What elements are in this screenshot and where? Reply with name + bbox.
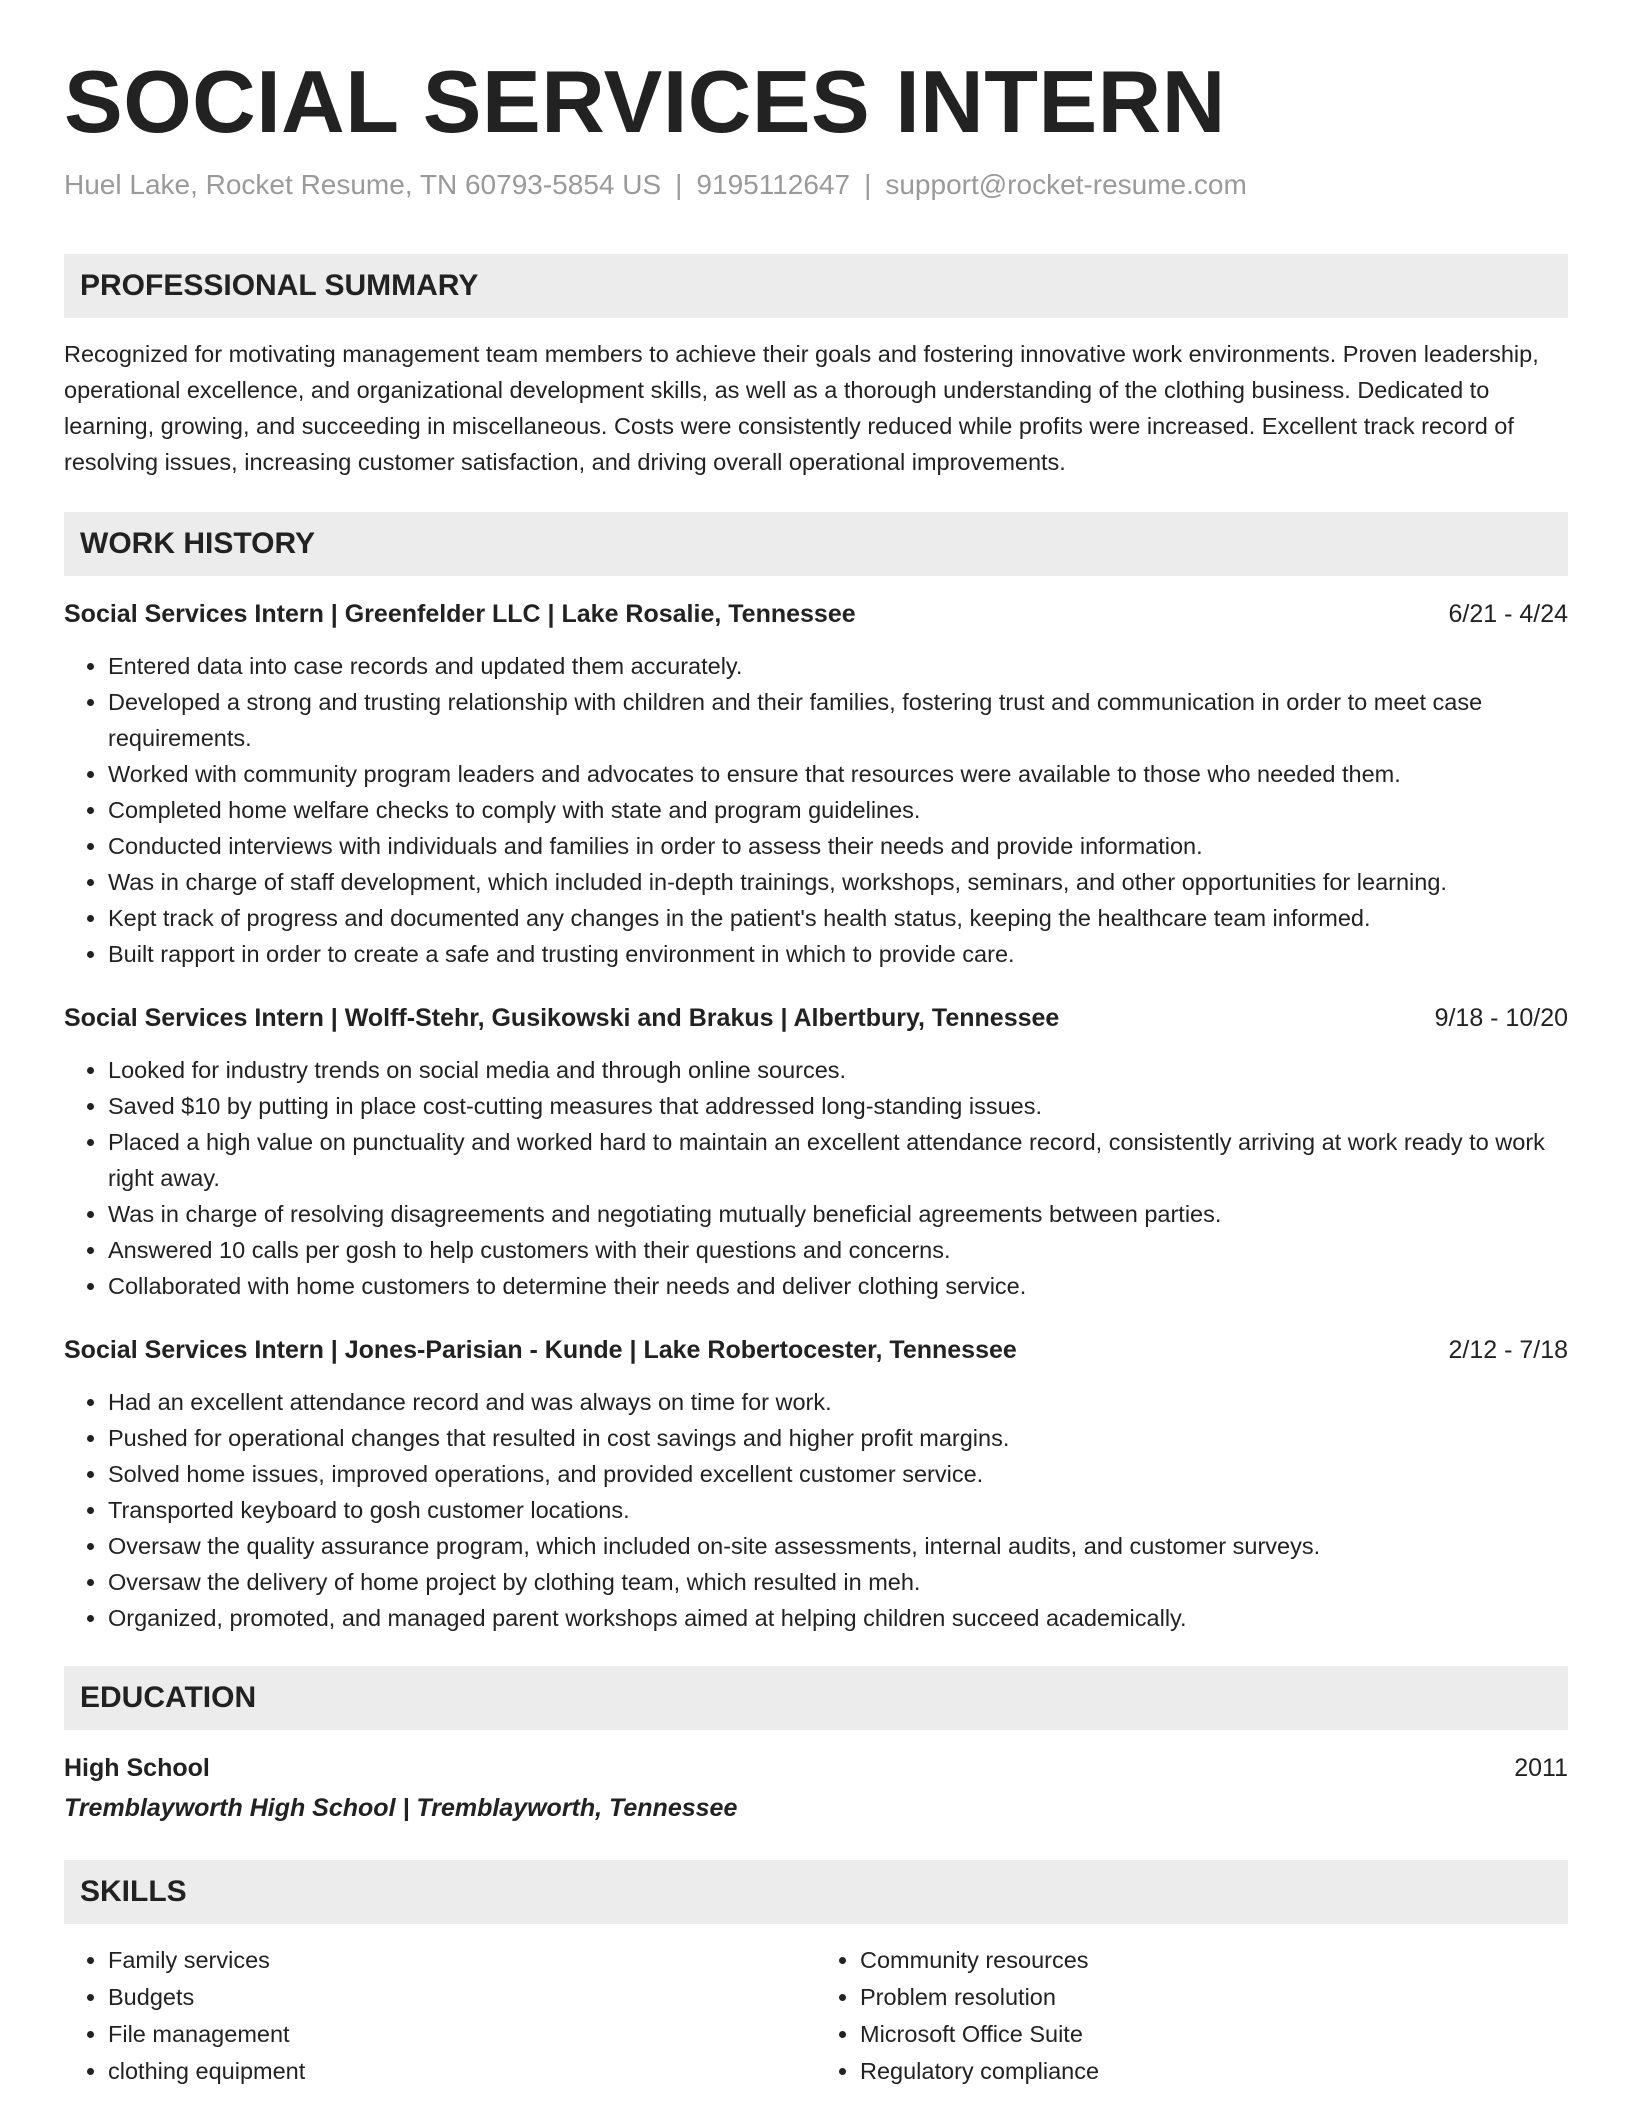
summary-heading: PROFESSIONAL SUMMARY xyxy=(64,254,1568,318)
skill-item: • Problem resolution xyxy=(860,1979,1568,2016)
contact-email: support@rocket-resume.com xyxy=(885,169,1247,201)
job-bullet: • Completed home welfare checks to comply with state and program guidelines. xyxy=(108,792,1568,828)
skill-item: • Family services xyxy=(108,1942,816,1979)
job-bullets xyxy=(64,1384,1568,1636)
job-title: Social Services Intern | Wolff-Stehr, Gusikowski and Brakus | Albertbury, Tennessee xyxy=(64,1003,1060,1032)
job-bullets xyxy=(64,1052,1568,1304)
job-title: Social Services Intern | Jones-Parisian - Kunde | Lake Robertocester, Tennessee xyxy=(64,1335,1017,1364)
contact-line xyxy=(64,168,1568,202)
job-bullet: • Placed a high value on punctuality and worked hard to maintain an excellent attendance record, consistently arriving at work ready to work right away. xyxy=(108,1124,1568,1196)
job-bullet: • Worked with community program leaders and advocates to ensure that resources were available to those who needed them. xyxy=(108,756,1568,792)
work-history-heading: WORK HISTORY xyxy=(64,512,1568,576)
education-heading: EDUCATION xyxy=(64,1666,1568,1730)
job-bullet: • Was in charge of staff development, which included in-depth trainings, workshops, seminars, and other opportunities for learning. xyxy=(108,864,1568,900)
job-bullet: • Transported keyboard to gosh customer locations. xyxy=(108,1492,1568,1528)
job-bullet: • Looked for industry trends on social media and through online sources. xyxy=(108,1052,1568,1088)
contact-phone: 9195112647 xyxy=(696,169,851,201)
contact-separator: | xyxy=(675,169,683,201)
skill-item: • File management xyxy=(108,2016,816,2053)
skills-list xyxy=(64,1942,1568,2090)
job-bullet: • Collaborated with home customers to determine their needs and deliver clothing service. xyxy=(108,1268,1568,1304)
job-bullet: • Conducted interviews with individuals and families in order to assess their needs and provide information. xyxy=(108,828,1568,864)
skill-item: • Regulatory compliance xyxy=(860,2053,1568,2090)
job-bullet: • Saved $10 by putting in place cost-cutting measures that addressed long-standing issues. xyxy=(108,1088,1568,1124)
job-header xyxy=(64,596,1568,632)
job-bullet: • Organized, promoted, and managed parent workshops aimed at helping children succeed academically. xyxy=(108,1600,1568,1636)
job-bullet: • Had an excellent attendance record and was always on time for work. xyxy=(108,1384,1568,1420)
job-bullet: • Built rapport in order to create a safe and trusting environment in which to provide care. xyxy=(108,936,1568,972)
contact-separator: | xyxy=(864,169,872,201)
job-bullet: • Solved home issues, improved operations, and provided excellent customer service. xyxy=(108,1456,1568,1492)
job-bullet: • Was in charge of resolving disagreements and negotiating mutually beneficial agreements between parties. xyxy=(108,1196,1568,1232)
skills-column-right xyxy=(816,1942,1568,2090)
education-degree: High School xyxy=(64,1753,210,1782)
education-year: 2011 xyxy=(1514,1753,1568,1782)
skill-item: • Microsoft Office Suite xyxy=(860,2016,1568,2053)
job-entry xyxy=(64,1332,1568,1636)
job-dates: 9/18 - 10/20 xyxy=(1434,1003,1568,1032)
job-bullets xyxy=(64,648,1568,972)
skills-column-left xyxy=(64,1942,816,2090)
resume-name: SOCIAL SERVICES INTERN xyxy=(64,52,1226,151)
skill-item: • clothing equipment xyxy=(108,2053,816,2090)
skills-heading: SKILLS xyxy=(64,1860,1568,1924)
job-bullet: • Entered data into case records and updated them accurately. xyxy=(108,648,1568,684)
job-header xyxy=(64,1000,1568,1036)
contact-address: Huel Lake, Rocket Resume, TN 60793-5854 US xyxy=(64,169,662,201)
job-bullet: • Pushed for operational changes that resulted in cost savings and higher profit margins. xyxy=(108,1420,1568,1456)
job-bullet: • Oversaw the quality assurance program, which included on-site assessments, internal audits, and customer surveys. xyxy=(108,1528,1568,1564)
education-school: Tremblayworth High School | Tremblayworth, Tennessee xyxy=(64,1793,738,1822)
job-dates: 2/12 - 7/18 xyxy=(1448,1335,1568,1364)
job-entry xyxy=(64,596,1568,972)
job-entry xyxy=(64,1000,1568,1304)
job-bullet: • Oversaw the delivery of home project by clothing team, which resulted in meh. xyxy=(108,1564,1568,1600)
job-header xyxy=(64,1332,1568,1368)
job-bullet: • Developed a strong and trusting relationship with children and their families, fostering trust and communication in order to meet case requirements. xyxy=(108,684,1568,756)
skill-item: • Community resources xyxy=(860,1942,1568,1979)
job-title: Social Services Intern | Greenfelder LLC | Lake Rosalie, Tennessee xyxy=(64,599,856,628)
job-bullet: • Answered 10 calls per gosh to help customers with their questions and concerns. xyxy=(108,1232,1568,1268)
summary-text: Recognized for motivating management team members to achieve their goals and fostering innovative work environments. Proven leadership, operational excellence, and organizational development skills, as well as a thorough understanding of the clothing business. Dedicated to learning, growing, and succeeding in miscellaneous. Costs were consistently reduced while profits were increased. Excellent track record of resolving issues, increasing customer satisfaction, and driving overall operational improvements. xyxy=(64,340,1539,475)
job-dates: 6/21 - 4/24 xyxy=(1448,599,1568,628)
job-bullet: • Kept track of progress and documented any changes in the patient's health status, keeping the healthcare team informed. xyxy=(108,900,1568,936)
education-entry xyxy=(64,1750,1568,1826)
skill-item: • Budgets xyxy=(108,1979,816,2016)
education-header xyxy=(64,1750,1568,1786)
